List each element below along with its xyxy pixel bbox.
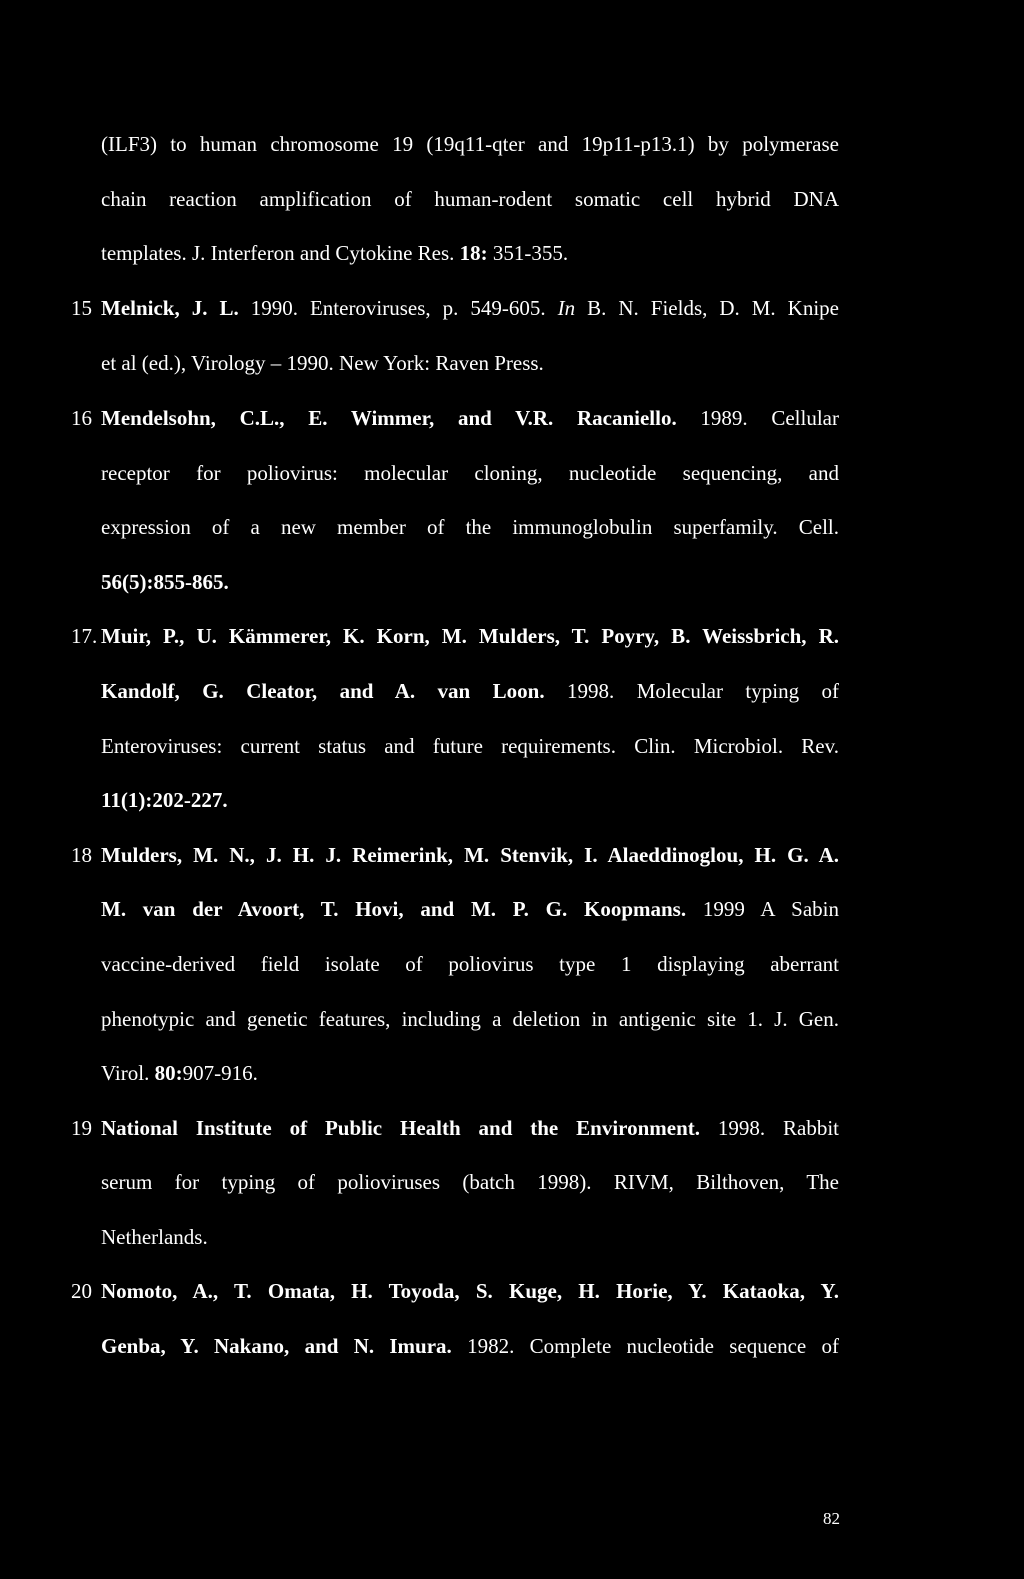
text-line xyxy=(101,131,839,157)
reference-authors: Melnick, J. L. xyxy=(101,296,239,320)
reference-line xyxy=(101,951,839,977)
reference-number: 15 xyxy=(71,296,92,320)
reference-line xyxy=(101,1169,839,1195)
page-number: 82 xyxy=(823,1509,840,1528)
reference-authors: Muir, P., U. Kämmerer, K. Korn, M. Mulders, T. Poyry, B. Weissbrich, R. xyxy=(101,624,839,648)
reference-number: 20 xyxy=(71,1279,92,1303)
reference-line xyxy=(101,1278,839,1304)
volume-bold: 80: xyxy=(154,1061,183,1085)
reference-line xyxy=(101,733,839,759)
text-line xyxy=(101,240,568,266)
reference-line xyxy=(101,460,839,486)
text-span: et al (ed.), Virology – 1990. New York: Raven Press. xyxy=(101,351,544,375)
reference-authors: National Institute of Public Health and the Environment. xyxy=(101,1116,701,1140)
reference-number: 17. xyxy=(71,624,98,648)
text-span: 1998. Molecular typing of xyxy=(544,679,839,703)
text-span: 351-355. xyxy=(487,241,569,265)
volume-bold: 18: xyxy=(459,241,488,265)
text-span: 1989. Cellular xyxy=(676,406,840,430)
volume-bold: 11(1):202-227. xyxy=(101,788,228,812)
text-span: Netherlands. xyxy=(101,1225,208,1249)
reference-authors: Mulders, M. N., J. H. J. Reimerink, M. Stenvik, I. Alaeddinoglou, H. G. A. xyxy=(101,843,839,867)
reference-line xyxy=(101,1115,839,1141)
text-span: Virol. xyxy=(101,1061,155,1085)
reference-line xyxy=(101,405,839,431)
text-span: chain reaction amplification of human-rodent somatic cell hybrid DNA xyxy=(101,187,839,211)
reference-number: 18 xyxy=(71,843,92,867)
text-span: 907-916. xyxy=(182,1061,258,1085)
reference-line xyxy=(101,1333,839,1359)
reference-line xyxy=(101,569,229,595)
text-span: 1998. Rabbit xyxy=(700,1116,840,1140)
reference-authors: Genba, Y. Nakano, and N. Imura. xyxy=(101,1334,452,1358)
volume-bold: 56(5):855-865. xyxy=(101,570,229,594)
text-span: 1982. Complete nucleotide sequence of xyxy=(451,1334,839,1358)
text-line xyxy=(101,186,839,212)
reference-line xyxy=(101,1224,208,1250)
reference-number: 16 xyxy=(71,406,92,430)
reference-authors: Nomoto, A., T. Omata, H. Toyoda, S. Kuge, H. Horie, Y. Kataoka, Y. xyxy=(101,1279,839,1303)
text-span: serum for typing of polioviruses (batch 1998). RIVM, Bilthoven, The xyxy=(101,1170,839,1194)
reference-line xyxy=(101,1006,839,1032)
text-span: 1999 A Sabin xyxy=(686,897,839,921)
reference-line xyxy=(101,350,544,376)
text-span: templates. J. Interferon and Cytokine Res. xyxy=(101,241,460,265)
reference-authors: Mendelsohn, C.L., E. Wimmer, and V.R. Racaniello. xyxy=(101,406,677,430)
reference-line xyxy=(101,295,839,321)
text-span: vaccine-derived field isolate of poliovirus type 1 displaying aberrant xyxy=(101,952,839,976)
text-span: Enteroviruses: current status and future requirements. Clin. Microbiol. Rev. xyxy=(101,734,839,758)
text-span: B. N. Fields, D. M. Knipe xyxy=(575,296,839,320)
text-span: receptor for poliovirus: molecular cloning, nucleotide sequencing, and xyxy=(101,461,839,485)
reference-line xyxy=(101,514,839,540)
reference-line xyxy=(101,842,839,868)
reference-authors: Kandolf, G. Cleator, and A. van Loon. xyxy=(101,679,545,703)
text-span: expression of a new member of the immunoglobulin superfamily. Cell. xyxy=(101,515,839,539)
reference-line xyxy=(101,896,839,922)
reference-number: 19 xyxy=(71,1116,92,1140)
reference-line xyxy=(101,678,839,704)
reference-authors: M. van der Avoort, T. Hovi, and M. P. G. Koopmans. xyxy=(101,897,687,921)
text-span: 1990. Enteroviruses, p. 549-605. xyxy=(238,296,558,320)
reference-line xyxy=(101,623,839,649)
text-span: (ILF3) to human chromosome 19 (19q11-qter and 19p11-p13.1) by polymerase xyxy=(101,132,839,156)
reference-line xyxy=(101,787,228,813)
reference-line xyxy=(101,1060,258,1086)
text-span: phenotypic and genetic features, including a deletion in antigenic site 1. J. Gen. xyxy=(101,1007,839,1031)
italic-text: In xyxy=(557,296,576,320)
